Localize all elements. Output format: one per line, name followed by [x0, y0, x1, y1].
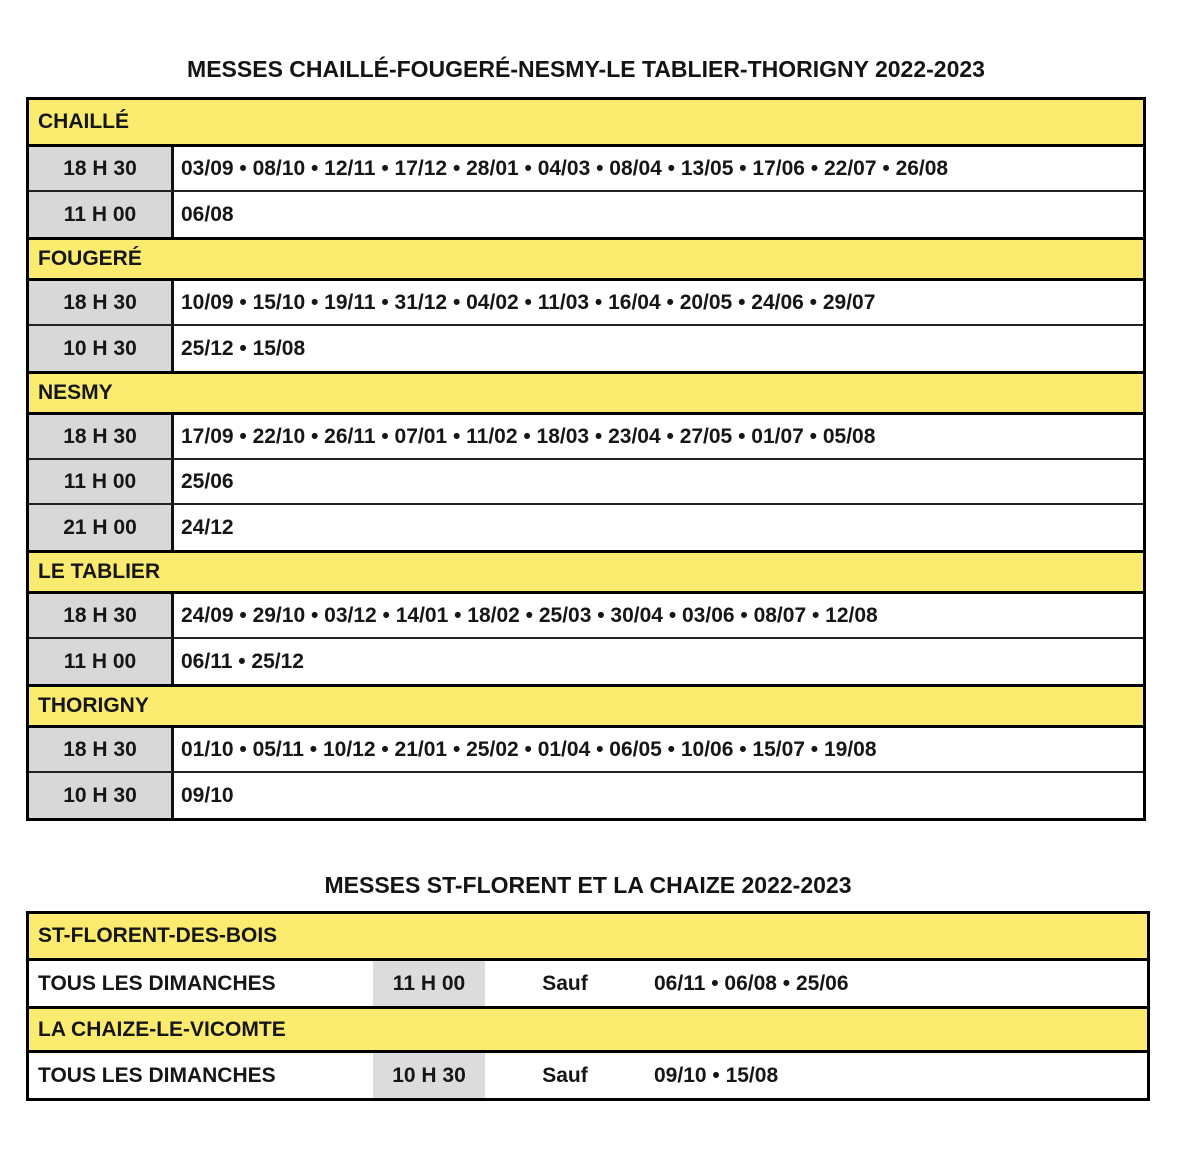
except-label: Sauf: [542, 971, 588, 995]
mass-dates: 10/09 • 15/10 • 19/11 • 31/12 • 04/02 • 11/03 • 16/04 • 20/05 • 24/06 • 29/07: [181, 290, 876, 314]
mass-dates: 24/09 • 29/10 • 03/12 • 14/01 • 18/02 • 25/03 • 30/04 • 03/06 • 08/07 • 12/08: [181, 603, 878, 627]
table-row: [29, 326, 1143, 371]
mass-dates: 25/06: [181, 469, 234, 493]
mass-time: 18 H 30: [29, 281, 174, 324]
mass-time: 11 H 00: [29, 192, 174, 237]
table-row: [29, 728, 1143, 773]
table-row: [29, 505, 1143, 550]
mass-dates: 03/09 • 08/10 • 12/11 • 17/12 • 28/01 • 04/03 • 08/04 • 13/05 • 17/06 • 22/07 • 26/08: [181, 156, 949, 180]
parish-header-nesmy: NESMY: [29, 371, 1143, 415]
mass-dates: 25/12 • 15/08: [181, 336, 306, 360]
mass-time: 10 H 30: [29, 773, 174, 818]
table-row: [29, 460, 1143, 505]
frequency-label: TOUS LES DIMANCHES: [38, 971, 276, 995]
sunday-mass-table: [26, 911, 1150, 1101]
parish-header-le-tablier: LE TABLIER: [29, 550, 1143, 594]
table-row: [29, 639, 1143, 684]
table-row: [29, 961, 1147, 1006]
table-row: [29, 1053, 1147, 1098]
mass-time: 18 H 30: [29, 594, 174, 637]
mass-time: 11 H 00: [29, 639, 174, 684]
table-row: [29, 147, 1143, 192]
mass-dates: 24/12: [181, 515, 234, 539]
mass-time: 21 H 00: [29, 505, 174, 550]
table-row: [29, 192, 1143, 237]
parish-header-chaille: CHAILLÉ: [29, 100, 1143, 147]
mass-time: 10 H 30: [29, 326, 174, 371]
mass-time: 11 H 00: [29, 460, 174, 503]
parish-header-fougere: FOUGERÉ: [29, 237, 1143, 281]
mass-time: 18 H 30: [29, 415, 174, 458]
mass-time: 18 H 30: [29, 728, 174, 771]
table-row: [29, 281, 1143, 326]
main-title: MESSES CHAILLÉ-FOUGERÉ-NESMY-LE TABLIER-THORIGNY 2022-2023: [187, 56, 985, 82]
mass-time: 18 H 30: [29, 147, 174, 190]
mass-time: 10 H 30: [373, 1053, 485, 1098]
table-row: [29, 773, 1143, 818]
mass-schedule-table: [26, 97, 1146, 821]
mass-dates: 06/11 • 25/12: [181, 649, 304, 673]
table-row: [29, 415, 1143, 460]
parish-header-thorigny: THORIGNY: [29, 684, 1143, 728]
parish-header-la-chaize: LA CHAIZE-LE-VICOMTE: [29, 1006, 1147, 1053]
table-row: [29, 594, 1143, 639]
mass-dates: 17/09 • 22/10 • 26/11 • 07/01 • 11/02 • 18/03 • 23/04 • 27/05 • 01/07 • 05/08: [181, 424, 876, 448]
frequency-label: TOUS LES DIMANCHES: [38, 1063, 276, 1087]
mass-dates: 01/10 • 05/11 • 10/12 • 21/01 • 25/02 • 01/04 • 06/05 • 10/06 • 15/07 • 19/08: [181, 737, 877, 761]
except-dates: 06/11 • 06/08 • 25/06: [654, 971, 849, 995]
except-label: Sauf: [542, 1063, 588, 1087]
parish-header-st-florent: ST-FLORENT-DES-BOIS: [29, 914, 1147, 961]
mass-dates: 06/08: [181, 202, 234, 226]
except-dates: 09/10 • 15/08: [654, 1063, 779, 1087]
mass-time: 11 H 00: [373, 961, 485, 1006]
mass-dates: 09/10: [181, 783, 234, 807]
second-title: MESSES ST-FLORENT ET LA CHAIZE 2022-2023: [324, 872, 852, 898]
